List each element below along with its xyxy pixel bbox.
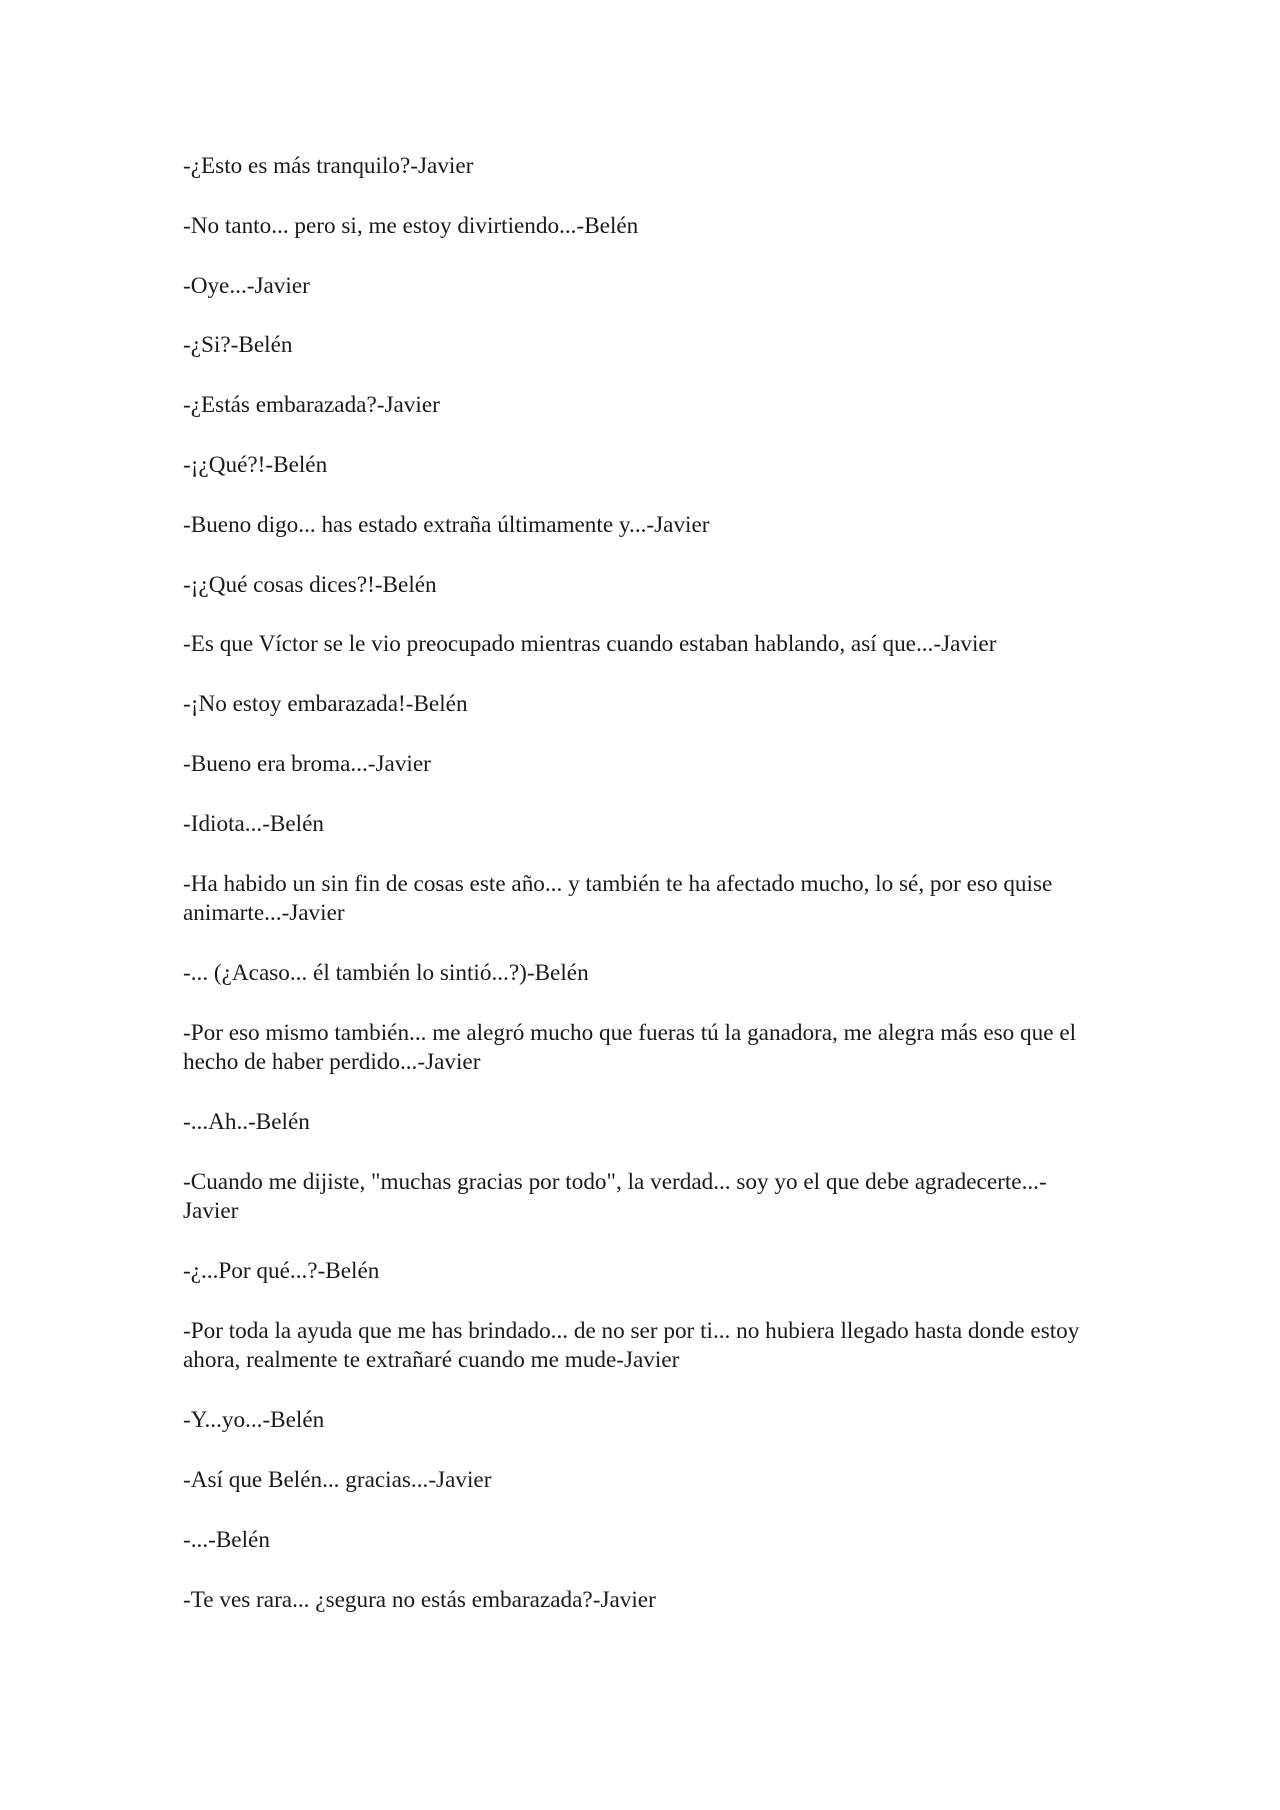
dialogue-line: -...-Belén (183, 1526, 270, 1553)
dialogue-line: -Por eso mismo también... me alegró mucho que fueras tú la ganadora, me alegra más eso que el hecho de haber perdido...-Javier (183, 1019, 1077, 1076)
dialogue-line: -Cuando me dijiste, "muchas gracias por todo", la verdad... soy yo el que debe agradecerte...-Javier (183, 1168, 1047, 1225)
dialogue-line: -Así que Belén... gracias...-Javier (183, 1466, 492, 1493)
dialogue-line: -¿Si?-Belén (183, 332, 293, 359)
dialogue-line: -Y...yo...-Belén (183, 1407, 325, 1434)
dialogue-line: -Idiota...-Belén (183, 810, 325, 837)
dialogue-line: -¡¿Qué?!-Belén (183, 451, 328, 478)
dialogue-text-body (183, 152, 1095, 1645)
dialogue-line: -No tanto... pero si, me estoy divirtiendo...-Belén (183, 212, 639, 239)
dialogue-line: -Bueno digo... has estado extraña últimamente y...-Javier (183, 511, 710, 538)
dialogue-line: -... (¿Acaso... él también lo sintió...?)-Belén (183, 959, 589, 986)
dialogue-line: -Por toda la ayuda que me has brindado... de no ser por ti... no hubiera llegado hasta donde estoy ahora, realmente te extrañaré cuando me mude-Javier (183, 1317, 1080, 1374)
dialogue-line: -Te ves rara... ¿segura no estás embarazada?-Javier (183, 1586, 656, 1613)
dialogue-line: -¡No estoy embarazada!-Belén (183, 691, 468, 718)
dialogue-line: -Ha habido un sin fin de cosas este año... y también te ha afectado mucho, lo sé, por eso quise animarte...-Javier (183, 870, 1053, 927)
dialogue-line: -...Ah..-Belén (183, 1108, 310, 1135)
dialogue-line: -¿...Por qué...?-Belén (183, 1258, 380, 1285)
dialogue-line: -Es que Víctor se le vio preocupado mientras cuando estaban hablando, así que...-Javier (183, 631, 997, 658)
dialogue-line: -Oye...-Javier (183, 272, 310, 299)
dialogue-line: -¡¿Qué cosas dices?!-Belén (183, 571, 437, 598)
dialogue-line: -Bueno era broma...-Javier (183, 750, 431, 777)
dialogue-line: -¿Esto es más tranquilo?-Javier (183, 153, 474, 179)
dialogue-line: -¿Estás embarazada?-Javier (183, 392, 440, 419)
